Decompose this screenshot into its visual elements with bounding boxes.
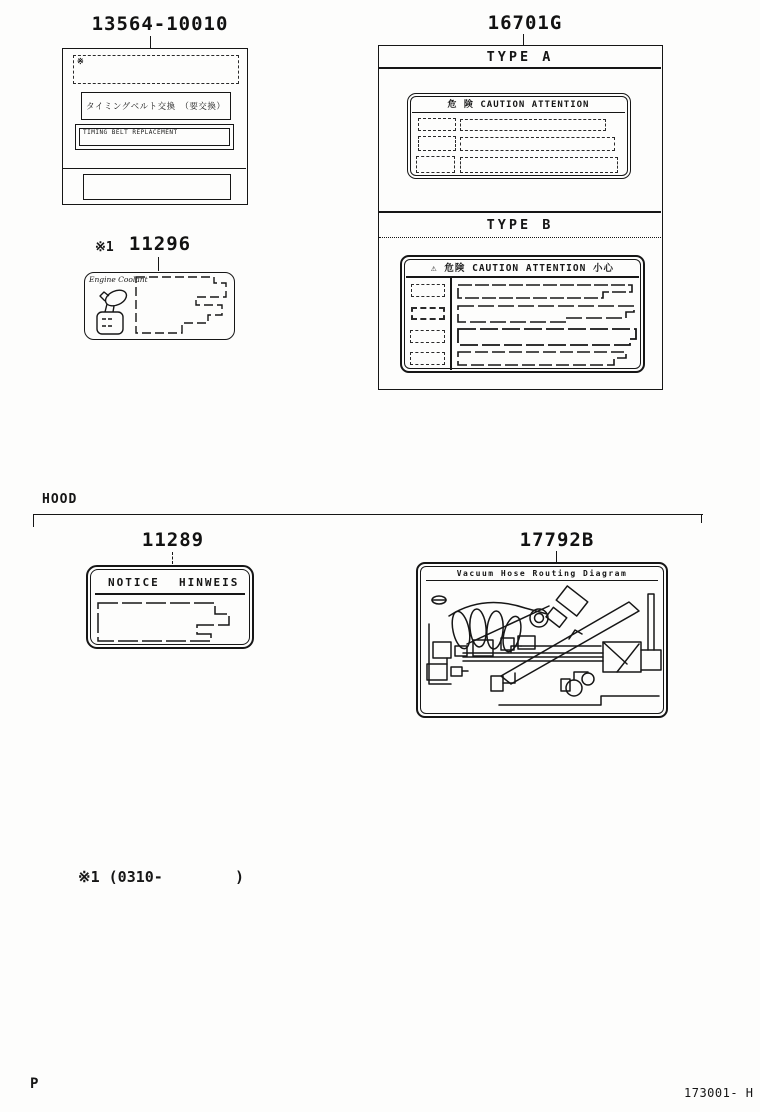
part-number-13564-10010: 13564-10010	[91, 13, 229, 35]
part-number-17792B: 17792B	[519, 529, 595, 551]
warning-triangle-icon: ⚠	[430, 263, 438, 274]
leader-line	[556, 551, 557, 562]
caution-row-text-block	[460, 119, 606, 131]
caution-row-text-block	[456, 348, 636, 369]
hood-bracket-tick-right	[701, 514, 702, 523]
caution-row-text-block	[456, 326, 640, 348]
part-number-11296: 11296	[128, 233, 192, 255]
caution-row-text-block	[460, 157, 618, 173]
footnote: ※1 (0310- )	[78, 868, 245, 886]
caution-row-cell	[410, 330, 445, 343]
leader-line	[523, 34, 524, 45]
coolant-label-title: Engine Coolant	[89, 275, 148, 284]
caution-label-type-b	[400, 255, 645, 373]
caution-row-text-block	[456, 303, 638, 325]
notice-text-block	[95, 598, 247, 646]
coolant-jug-icon	[91, 285, 133, 339]
timing-belt-label-english-row	[75, 124, 234, 150]
type-b-band	[379, 211, 661, 238]
timing-belt-label-japanese-row	[81, 92, 231, 120]
vacuum-diagram-art	[421, 584, 665, 716]
header-rule	[95, 593, 245, 595]
hood-bracket-tick-left	[33, 514, 34, 527]
part-number-11289: 11289	[141, 529, 205, 551]
vacuum-routing-label	[416, 562, 668, 718]
timing-belt-label	[62, 48, 248, 205]
caution-row-cell	[418, 118, 456, 131]
caution-label-type-a	[407, 93, 631, 179]
leader-line	[150, 36, 151, 48]
caution-row-text-block	[460, 137, 615, 151]
caution-row-cell	[411, 307, 445, 320]
caution-row-cell	[418, 136, 456, 151]
timing-belt-label-bottom-row	[83, 174, 231, 200]
coolant-text-block	[134, 275, 232, 338]
type-b-heading: TYPE B	[486, 217, 554, 233]
footnote-ref-11296: ※1	[95, 240, 114, 255]
caution-row-text-block	[456, 281, 638, 302]
page-footer-left: P	[30, 1076, 39, 1092]
row-divider	[450, 278, 452, 370]
caution-row-cell	[411, 284, 445, 297]
caution-plate-frame	[378, 45, 663, 390]
english-text: TIMING BELT REPLACEMENT	[83, 129, 178, 136]
notice-label	[86, 565, 254, 649]
hood-bracket	[33, 514, 703, 515]
hood-section-label: HOOD	[42, 492, 78, 507]
caution-row-cell	[416, 156, 455, 173]
note-mark: ※	[77, 57, 84, 66]
page-footer-code: 173001- H	[684, 1086, 754, 1100]
leader-line	[158, 257, 159, 271]
type-a-band	[379, 46, 661, 69]
japanese-text: タイミングベルト交換 （要交換）	[86, 102, 226, 112]
caution-header-type-b: ⚠ 危険 CAUTION ATTENTION 小心	[406, 260, 639, 278]
leader-line	[172, 552, 173, 564]
caution-header-type-a: 危 険 CAUTION ATTENTION	[412, 97, 625, 113]
caution-row-cell	[410, 352, 445, 365]
label-divider	[63, 168, 246, 169]
part-number-16701G: 16701G	[487, 12, 563, 34]
type-a-heading: TYPE A	[486, 49, 554, 65]
coolant-label	[84, 272, 235, 340]
timing-belt-label-blank-row	[73, 55, 239, 84]
notice-header: NOTICE	[108, 576, 160, 589]
hinweis-header: HINWEIS	[179, 576, 240, 589]
vacuum-label-title: Vacuum Hose Routing Diagram	[426, 569, 658, 581]
